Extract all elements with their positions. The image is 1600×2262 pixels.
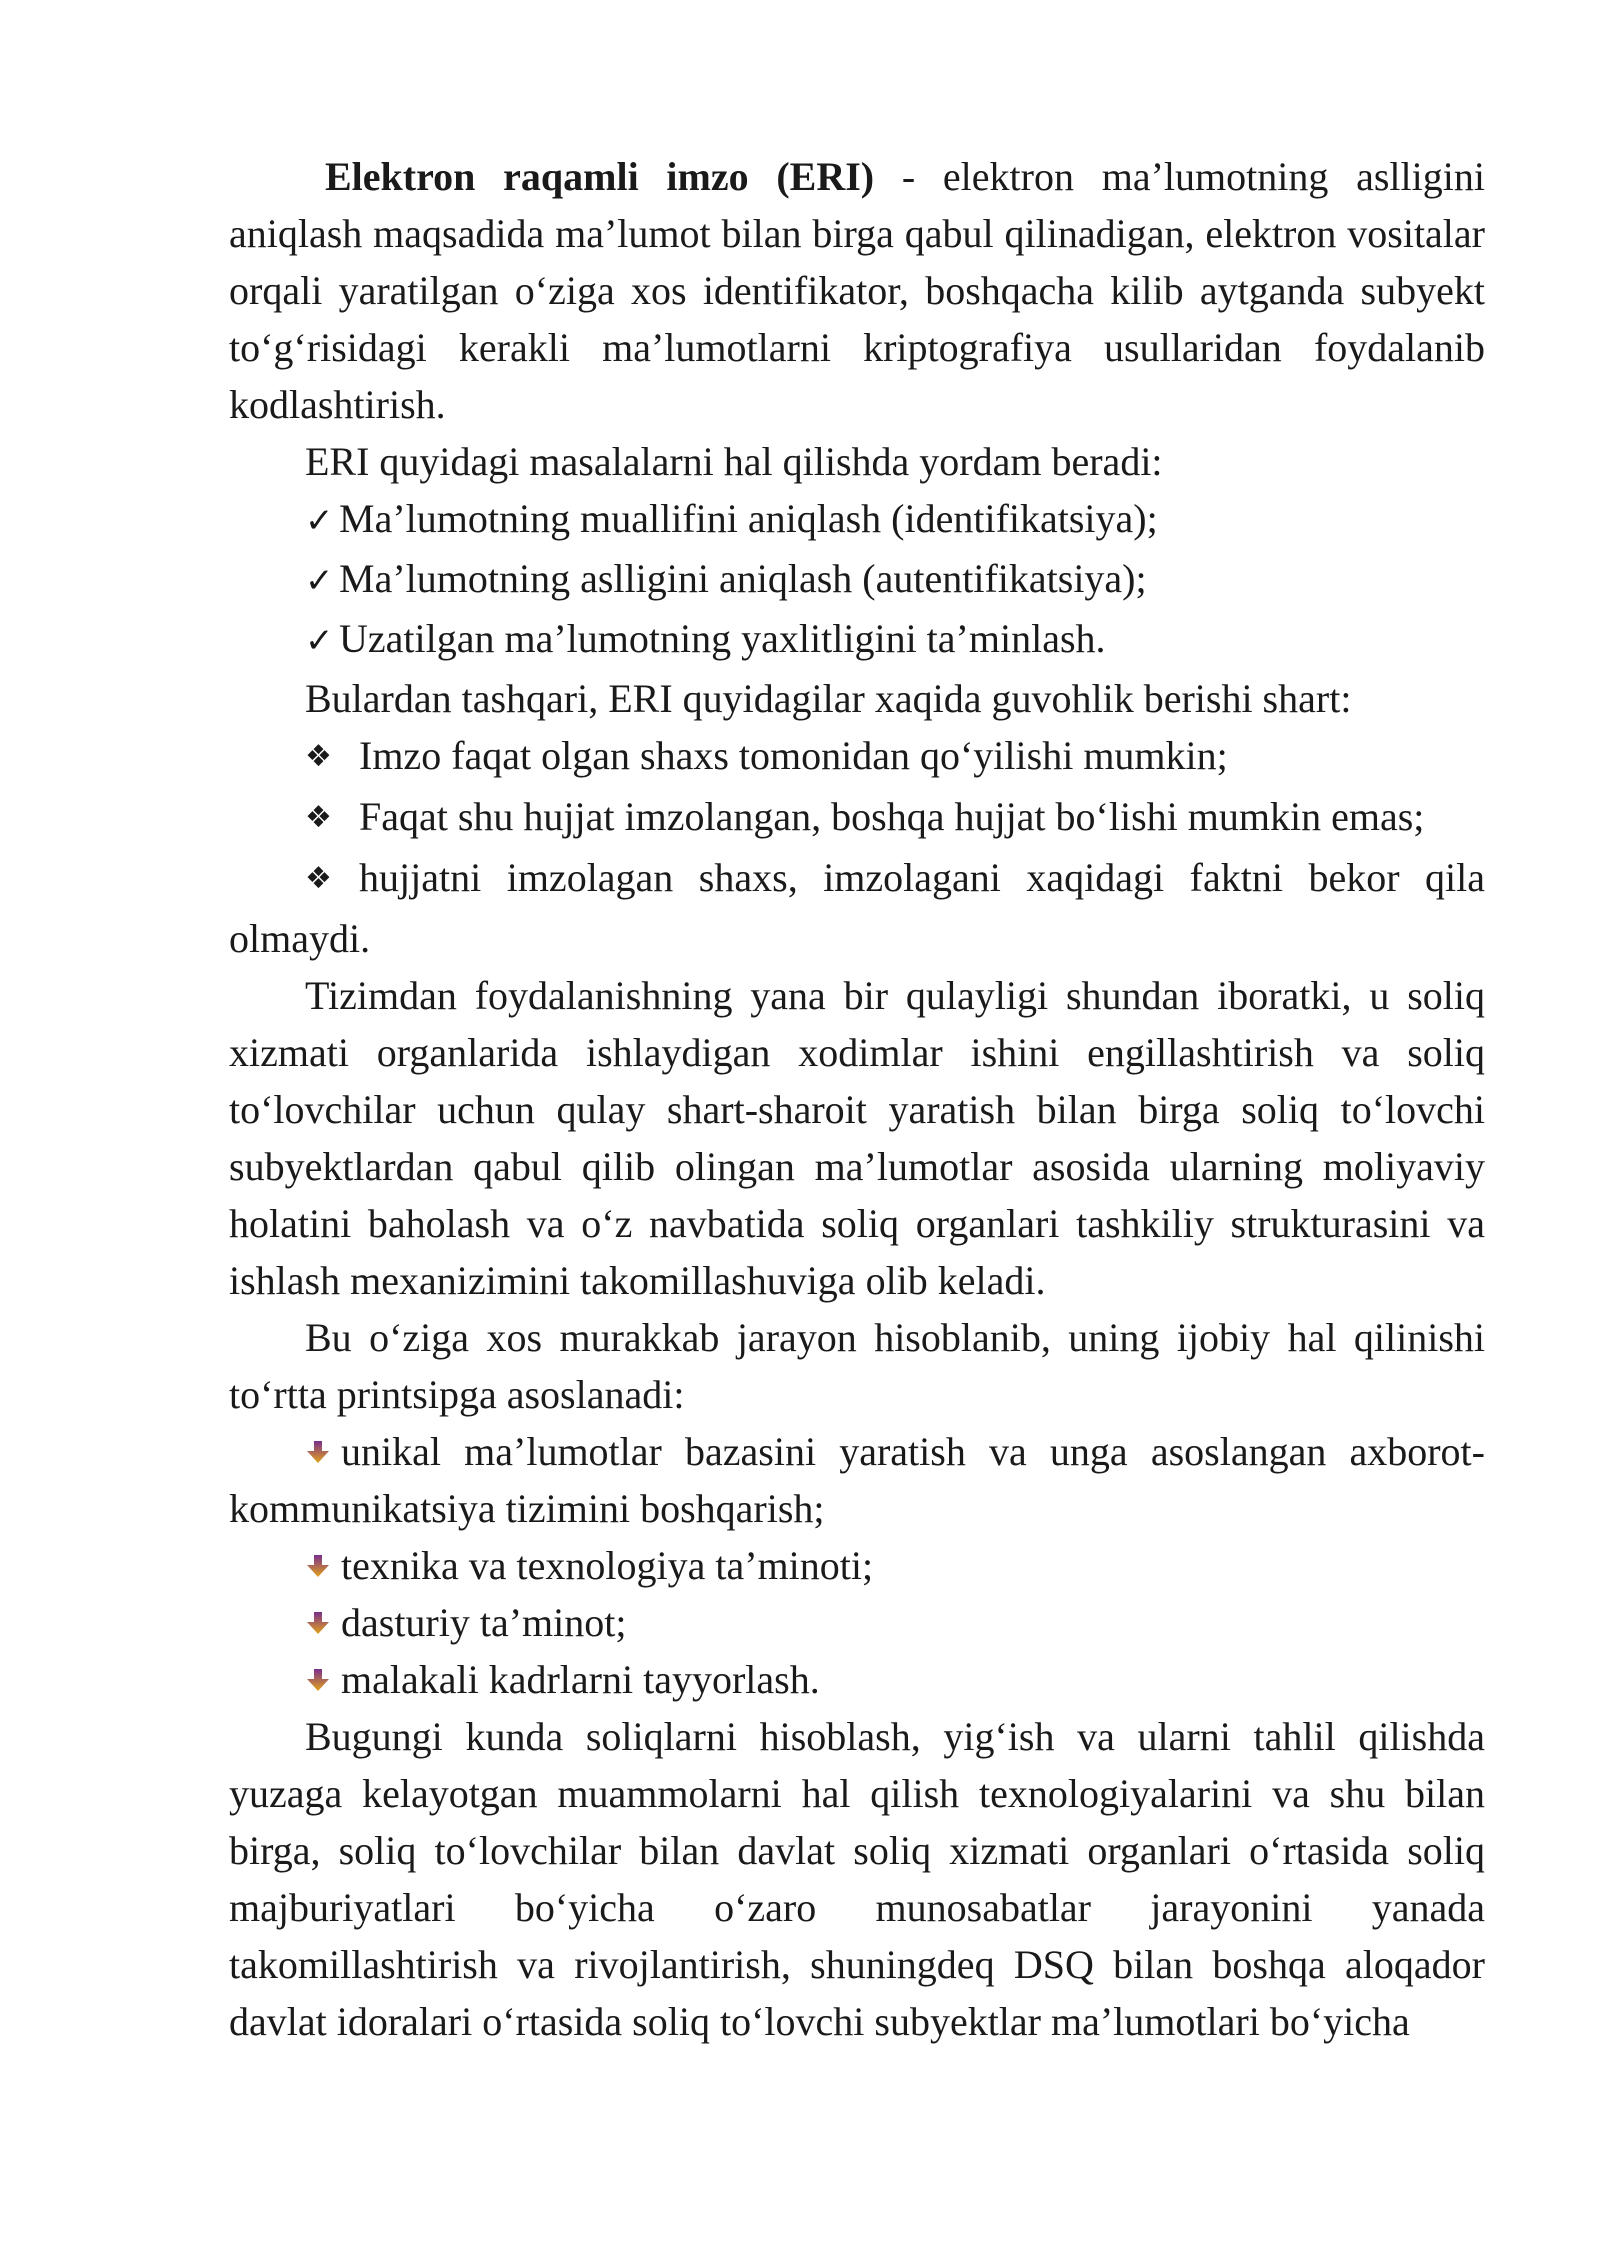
principle-item-text: dasturiy ta’minot; (341, 1600, 627, 1645)
guarantee-item-text: hujjatni imzolagan shaxs, imzolagani xaqidagi faktni bekor qila olmaydi. (229, 855, 1485, 961)
task-item-text: Ma’lumotning aslligini aniqlash (autentifikatsiya); (339, 556, 1147, 601)
principle-item (229, 1651, 1485, 1708)
principle-item-text: malakali kadrlarni tayyorlash. (341, 1657, 820, 1702)
down-arrow-bullet-icon (305, 1554, 341, 1578)
down-arrow-bullet-icon (305, 1440, 341, 1464)
guarantee-item-text: Faqat shu hujjat imzolangan, boshqa hujjat bo‘lishi mumkin emas; (359, 794, 1425, 839)
checkmark-icon: ✓ (305, 621, 334, 661)
document-page (229, 148, 1485, 2050)
eri-term: Elektron raqamli imzo (ERI) (325, 154, 875, 199)
principle-item (229, 1423, 1485, 1537)
tasks-intro: ERI quyidagi masalalarni hal qilishda yordam beradi: (305, 439, 1163, 484)
principles-intro: Bu o‘ziga xos murakkab jarayon hisoblanib, uning ijobiy hal qilinishi to‘rtta printsipga asoslanadi: (229, 1315, 1485, 1417)
down-arrow-bullet-icon (305, 1668, 341, 1692)
checkmark-icon: ✓ (305, 501, 334, 541)
principle-item (229, 1594, 1485, 1651)
eri-definition-text: - elektron ma’lumotning aslligini aniqlash maqsadida ma’lumot bilan birga qabul qilinadigan, elektron vositalar orqali yaratilgan o‘ziga xos identifikator, boshqacha kilib aytganda subyekt to‘g‘risidagi kerakli ma’lumotlarni kriptografiya usullaridan foydalanib kodlashtirish. (229, 154, 1485, 427)
checkmark-icon: ✓ (305, 561, 334, 601)
eri-definition-paragraph (229, 148, 1485, 433)
task-item-text: Ma’lumotning muallifini aniqlash (identifikatsiya); (339, 496, 1158, 541)
task-item (229, 610, 1485, 670)
convenience-paragraph: Tizimdan foydalanishning yana bir qulayligi shundan iboratki, u soliq xizmati organlarida ishlaydigan xodimlar ishini engillashtirish va soliq to‘lovchilar uchun qulay shart-sharoit yaratish bilan birga soliq to‘lovchi subyektlardan qabul qilib olingan ma’lumotlar asosida ularning moliyaviy holatini baholash va o‘z navbatida soliq organlari tashkiliy strukturasini va ishlash mexanizimini takomillashuviga olib keladi. (229, 973, 1485, 1303)
four-diamond-icon: ❖ (305, 861, 332, 896)
four-diamond-icon: ❖ (305, 739, 332, 774)
down-arrow-bullet-icon (305, 1611, 341, 1635)
task-item-text: Uzatilgan ma’lumotning yaxlitligini ta’minlash. (339, 616, 1106, 661)
today-paragraph: Bugungi kunda soliqlarni hisoblash, yig‘ish va ularni tahlil qilishda yuzaga kelayotgan muammolarni hal qilish texnologiyalarini va shu bilan birga, soliq to‘lovchilar bilan davlat soliq xizmati organlari o‘rtasida soliq majburiyatlari bo‘yicha o‘zaro munosabatlar jarayonini yanada takomillashtirish va rivojlantirish, shuningdeq DSQ bilan boshqa aloqador davlat idoralari o‘rtasida soliq to‘lovchi subyektlar ma’lumotlari bo‘yicha (229, 1714, 1485, 2044)
task-item (229, 550, 1485, 610)
four-diamond-icon: ❖ (305, 800, 332, 835)
guarantee-item (229, 788, 1485, 849)
principle-item (229, 1537, 1485, 1594)
guarantee-item (229, 727, 1485, 788)
task-item (229, 490, 1485, 550)
principle-item-text: texnika va texnologiya ta’minoti; (341, 1543, 874, 1588)
principle-item-text: unikal ma’lumotlar bazasini yaratish va unga asoslangan axborot-kommunikatsiya tizimini boshqarish; (229, 1429, 1485, 1531)
guarantees-intro: Bulardan tashqari, ERI quyidagilar xaqida guvohlik berishi shart: (305, 676, 1352, 721)
guarantee-item (229, 849, 1485, 967)
guarantee-item-text: Imzo faqat olgan shaxs tomonidan qo‘yilishi mumkin; (359, 733, 1228, 778)
